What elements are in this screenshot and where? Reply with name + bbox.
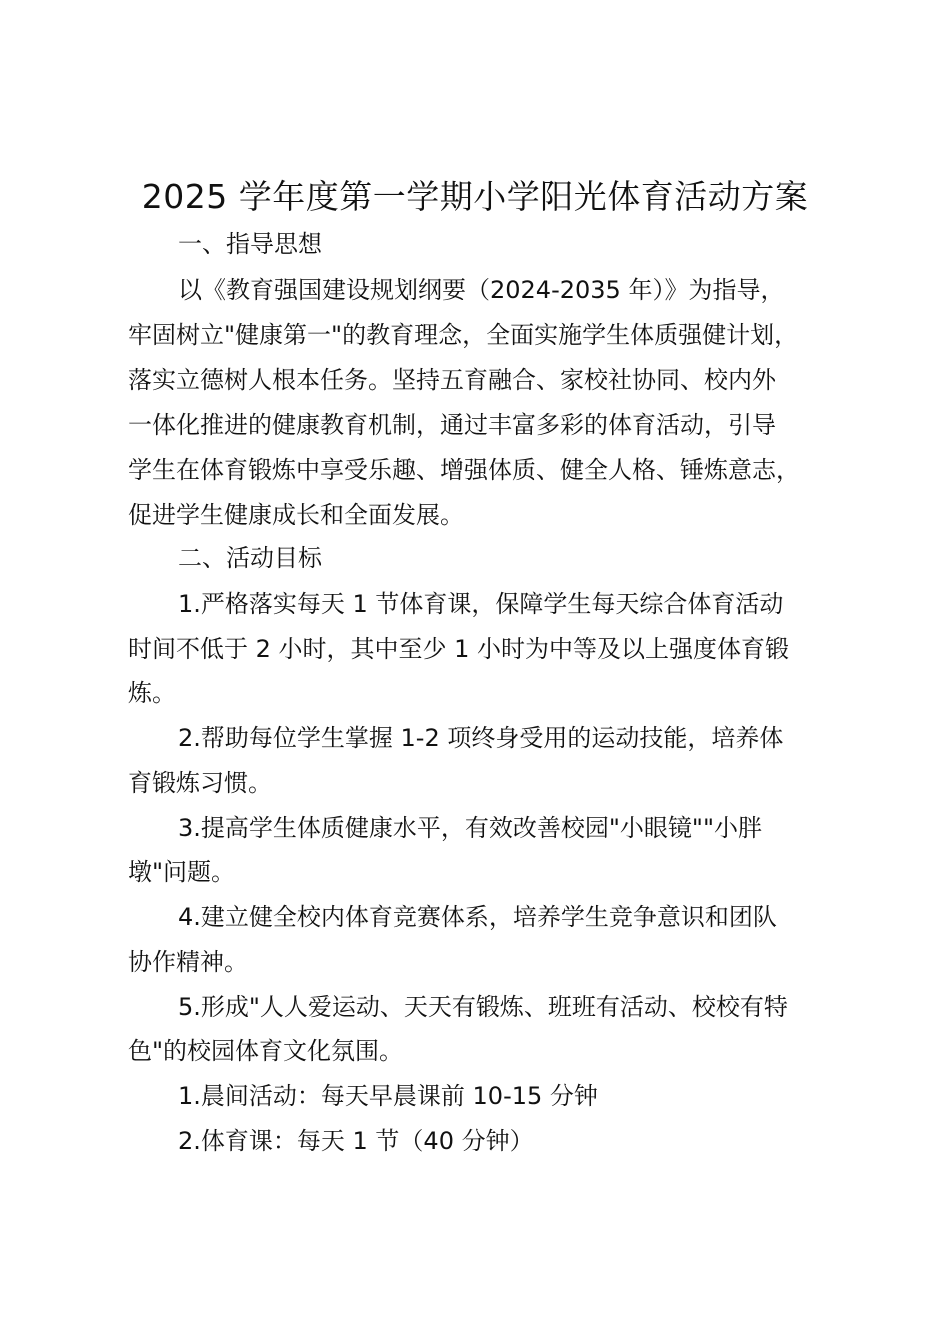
goal-item-line: 墩"问题。 bbox=[128, 858, 236, 886]
goal-item-line: 3.提高学生体质健康水平，有效改善校园"小眼镜""小胖 bbox=[178, 814, 763, 842]
goal-item-line: 时间不低于 2 小时，其中至少 1 小时为中等及以上强度体育锻 bbox=[128, 635, 790, 663]
goal-item-line: 协作精神。 bbox=[128, 948, 248, 976]
section-heading: 二、活动目标 bbox=[178, 544, 322, 572]
paragraph-line: 落实立德树人根本任务。坚持五育融合、家校社协同、校内外 bbox=[128, 366, 776, 394]
paragraph-line: 促进学生健康成长和全面发展。 bbox=[128, 501, 464, 529]
document-title: 2025 学年度第一学期小学阳光体育活动方案 bbox=[141, 177, 809, 216]
section-heading: 一、指导思想 bbox=[178, 230, 322, 258]
paragraph-line: 学生在体育锻炼中享受乐趣、增强体质、健全人格、锤炼意志， bbox=[128, 456, 800, 484]
paragraph-line: 一体化推进的健康教育机制，通过丰富多彩的体育活动，引导 bbox=[128, 411, 776, 439]
goal-item-line: 育锻炼习惯。 bbox=[128, 769, 272, 797]
paragraph-line: 牢固树立"健康第一"的教育理念，全面实施学生体质强健计划， bbox=[128, 321, 799, 349]
schedule-item: 1.晨间活动：每天早晨课前 10-15 分钟 bbox=[178, 1082, 598, 1110]
paragraph-line: 以《教育强国建设规划纲要（2024-2035 年）》为指导， bbox=[178, 276, 785, 304]
goal-item-line: 2.帮助每位学生掌握 1-2 项终身受用的运动技能，培养体 bbox=[178, 724, 784, 752]
goal-item-line: 炼。 bbox=[128, 679, 176, 707]
schedule-item: 2.体育课：每天 1 节（40 分钟） bbox=[178, 1127, 534, 1155]
goal-item-line: 1.严格落实每天 1 节体育课，保障学生每天综合体育活动 bbox=[178, 590, 784, 618]
goal-item-line: 4.建立健全校内体育竞赛体系，培养学生竞争意识和团队 bbox=[178, 903, 777, 931]
goal-item-line: 色"的校园体育文化氛围。 bbox=[128, 1037, 404, 1065]
goal-item-line: 5.形成"人人爱运动、天天有锻炼、班班有活动、校校有特 bbox=[178, 993, 788, 1021]
